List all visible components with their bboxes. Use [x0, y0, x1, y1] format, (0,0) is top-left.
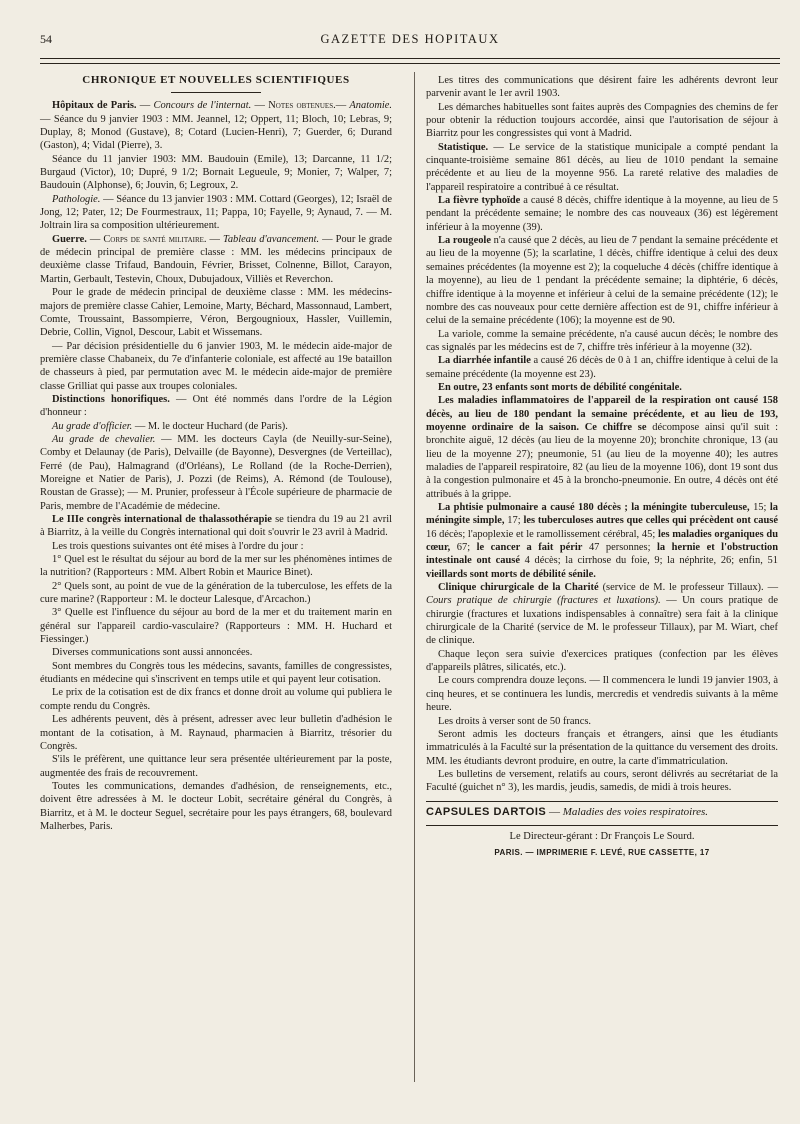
paragraph-admis: Seront admis les docteurs français et étrangers, ainsi que les étudiants immatriculés à la Faculté sur la présentation de la quittance du versement des droits. MM. les étudiants devront produire, en outre, la carte d'immatriculation. [426, 728, 778, 767]
paragraph-chevalier: Au grade de chevalier. — MM. les docteurs Cayla (de Neuilly-sur-Seine), Comby et Delaunay (de Paris), Delvaille (de Bayonne), Desvergnes (de Verteillac), Ferré (de Pau), Halmagrand (d'Orléans), Le Rolland (de la Roche-Derrien), Moreigne et Natier de Paris), J. Pozzi (de Reims), A. Rémond (de Toulouse), Roustan de Grasse); — M. Prunier, professeur à l'École supérieure de pharmacie de Paris, membre de l'Académie de médecine. [40, 433, 392, 512]
paragraph-respiration: Les maladies inflammatoires de l'appareil de la respiration ont causé 158 décès, au lieu de 180 pendant la semaine précédente, et au lieu de 193, moyenne ordinaire de la saison. Ce chiffre se décompose ainsi qu'il suit : bronchite aiguë, 12 décès (au lieu de la moyenne 20); bronchite chronique, 13 (au lieu de la moyenne 27); pneumonie, 51 (au lieu de la moyenne 40); les autres maladies de l'appareil respiratoire, 82 (au lieu de la moyenne 106), dont 19 sont dus à la congestion pulmonaire et 45 à la broncho-pneumonie. En outre, 4 décès ont été attribués à la grippe. [426, 395, 778, 500]
paragraph-question-3: 3° Quelle est l'influence du séjour au bord de la mer et du traitement marin en général sur l'appareil cardio-vasculaire? (Rapporteurs : MM. H. Huchard et Fiessinger.) [40, 607, 392, 646]
paragraph-question-2: 2° Quels sont, au point de vue de la génération de la tuberculose, les effets de la cure marine? (Rapporteur : M. le docteur Lalesque, d'Arcachon.) [40, 580, 392, 606]
journal-title: GAZETTE DES HOPITAUX [320, 32, 500, 46]
advert-bottom-rule [426, 825, 778, 826]
paragraph-question-1: 1° Quel est le résultat du séjour au bord de la mer sur les phénomènes intimes de la nutrition? (Rapporteurs : MM. Albert Robin et Maurice Binet). [40, 554, 392, 579]
paragraph-questions: Les trois questions suivantes ont été mises à l'ordre du jour : [52, 540, 304, 552]
paragraph-pathologie: Pathologie. — Séance du 13 janvier 1903 : MM. Cottard (Georges), 12; Israël de Jong, 12; Pater, 12; De Fourmestraux, 11; Pappa, 10; Fayelle, 9; Aynaud, 7. — M. Joltrain lira sa composition ultérieurement. [40, 193, 392, 232]
paragraph-typhoide: La fièvre typhoïde a causé 8 décès, chiffre identique à la moyenne, au lieu de 5 pendant la précédente semaine; le nombre des cas nouveaux (36) est légèrement inférieur à la moyenne (39). [426, 195, 778, 233]
printer-line: PARIS. — IMPRIMERIE F. LEVÉ, RUE CASSETTE, 17 [494, 848, 710, 858]
section-heading: CHRONIQUE ET NOUVELLES SCIENTIFIQUES [82, 74, 350, 86]
paragraph-clinique: Clinique chirurgicale de la Charité (service de M. le professeur Tillaux). — Cours pratique de chirurgie (fractures et luxations). — Un cours pratique de chirurgie (fractures et luxations indispensables à connaître) sera fait à la clinique chirurgicale de la Charité (service de M. le professeur Tillaux), par M. Wiart, chef de clinique. [426, 582, 779, 647]
paragraph-hopitaux: Hôpitaux de Paris. — Concours de l'internat. — Notes obtenues.— Anatomie. — Séance du 9 janvier 1903 : MM. Jeannel, 12; Oppert, 11; Bloch, 10; Lebras, 9; Duplay, 8; Monod (Gustave), 8; Cotard (Lucien-Henri), 7; Guerder, 6; Durand (Gaston), 4; Vidal (Pierre), 3. [40, 100, 393, 152]
paragraph-debilite: En outre, 23 enfants sont morts de débilité congénitale. [438, 381, 682, 393]
paragraph-exercices: Chaque leçon sera suivie d'exercices pratiques (confection par les élèves d'appareils plâtres, silicatés, etc.). [426, 648, 778, 674]
paragraph-seance-11: Séance du 11 janvier 1903: MM. Baudouin (Emile), 13; Darcanne, 11 1/2; Burgaud (Victor), 10; Dupré, 9 1/2; Bornait Legueule, 9; Monier, 7; Walper, 7; Baudouin (Alphonse), 6; Jouvin, 6; Legroux, 2. [40, 153, 392, 192]
paragraph-lecons: Le cours comprendra douze leçons. — Il commencera le lundi 19 janvier 1903, à cinq heures, et se continuera les lundis, mercredis et vendredis suivants à la même heure. [426, 675, 778, 714]
page-header [40, 30, 780, 52]
paragraph-bulletins: Les bulletins de versement, relatifs au cours, seront délivrés au secrétariat de la Faculté (guichet n° 3), les mardis, jeudis, samedis, de midi à trois heures. [426, 768, 778, 794]
paragraph-congres: Le IIIe congrès international de thalassothérapie se tiendra du 19 au 21 avril à Biarritz, à la veille du Congrès international qui doit s'ouvrir le 23 avril à Madrid. [40, 514, 392, 539]
column-divider [414, 72, 415, 1082]
paragraph-phtisie: La phtisie pulmonaire a causé 180 décès ; la méningite tuberculeuse, 15; la méningite simple, 17; les tuberculoses autres que celles qui précèdent ont causé 16 décès; l'apoplexie et le ramollissement cérébral, 45; les maladies organiques du cœur, 67; le cancer a fait périr 47 personnes; la hernie et l'obstruction intestinale ont causé 4 décès; la cirrhose du foie, 9; la néphrite, 26; enfin, 51 vieillards sont morts de débilité sénile. [426, 502, 779, 580]
paragraph-quittance: S'ils le préfèrent, une quittance leur sera présentée ultérieurement par la poste, augmentée des frais de recouvrement. [40, 754, 392, 779]
paragraph-distinctions: Distinctions honorifiques. — Ont été nommés dans l'ordre de la Légion d'honneur : [40, 393, 392, 419]
paragraph-droits: Les droits à verser sont de 50 francs. [438, 715, 592, 727]
paragraph-membres: Sont membres du Congrès tous les médecins, savants, familles de congressistes, étudiants en médecine qui s'inscrivent en temps utile et qui payent leur cotisation. [40, 660, 392, 686]
paragraph-officier: Au grade d'officier. — M. le docteur Huchard (de Paris). [52, 420, 288, 432]
paragraph-communications: Diverses communications sont aussi annoncées. [52, 647, 253, 659]
paragraph-decision: — Par décision présidentielle du 6 janvier 1903, M. le médecin aide-major de première classe Chabaneix, du 7e d'infanterie coloniale, est affecté au 19e bataillon de chasseurs à pied, par permutation avec M. le médecin aide-major de première classe Grilliat qui passe aux troupes coloniales. [40, 340, 392, 392]
director-line: Le Directeur-gérant : Dr François Le Sourd. [509, 830, 695, 842]
page-number: 54 [40, 32, 52, 46]
header-double-rule [40, 58, 780, 64]
paragraph-variole: La variole, comme la semaine précédente, n'a causé aucun décès; le nombre des cas signalés par les médecins est de 7, chiffre très inférieur à la moyenne (32). [426, 328, 778, 353]
heading-rule [171, 92, 261, 93]
paragraph-deuxieme-classe: Pour le grade de médecin principal de deuxième classe : MM. les médecins-majors de première classe Cahier, Lemoine, Marty, Béchard, Massonnaud, Lambert, Comte, Troussaint, Bassompierre, Véron, Bergougnioux, Hassler, Vuillemin, Debrie, Collin, Vignol, Descour, Labit et Wissemans. [40, 287, 392, 339]
capsules-advert: CAPSULES DARTOIS — Maladies des voies respiratoires. [426, 805, 708, 818]
right-column [426, 74, 778, 860]
paragraph-guerre: Guerre. — Corps de santé militaire. — Tableau d'avancement. — Pour le grade de médecin principal de première classe : MM. les médecins principaux de deuxième classe Trifaud, Bandouin, Février, Brisset, Colnenne, Billot, Carayon, Martin, Gerbault, Testevin, Choux, Dubujadoux, Villiès et Reverchon. [40, 233, 393, 285]
paragraph-statistique: Statistique. — Le service de la statistique municipale a compté pendant la cinquante-troisième semaine 861 décès, au lieu de 1010 pendant la semaine précédente et au lieu de la moyenne 956. La rareté relative des maladies de l'appareil respiratoire a contribué à ce résultat. [426, 141, 778, 193]
paragraph-cotisation: Le prix de la cotisation est de dix francs et donne droit au volume qui publiera le compte rendu du Congrès. [40, 687, 392, 712]
paragraph-adherents: Les adhérents peuvent, dès à présent, adresser avec leur bulletin d'adhésion le montant de la cotisation, à M. Raynaud, pharmacien à Biarritz, trésorier du Congrès. [40, 714, 392, 752]
left-column [40, 74, 392, 833]
paragraph-rougeole: La rougeole n'a causé que 2 décès, au lieu de 7 pendant la semaine précédente et au lieu de la moyenne (5); la scarlatine, 1 décès, chiffre identique à celui des deux semaines précédentes (la moyenne est 2); la coqueluche 4 décès (chiffre identique à la moyenne), au lieu de 1 pendant la précédente semaine; la diphtérie, 6 décès, chiffre identique à la moyenne et inférieur à celui de la semaine précédente (12); le nombre des cas nouveaux pour cette dernière affection est de 91, chiffre inférieur à celui de la semaine précédente (106); la moyenne est de 90. [426, 235, 778, 327]
advert-top-rule [426, 801, 778, 802]
paragraph-demarches: Les démarches habituelles sont faites auprès des Compagnies des chemins de fer pour obtenir la réduction toujours accordée, ainsi que l'autorisation de séjour à Biarritz pour les congressistes qui vont à Madrid. [426, 101, 778, 140]
paragraph-titres: Les titres des communications que désirent faire les adhérents devront leur parvenir avant le 1er avril 1903. [426, 75, 778, 100]
paragraph-diarrhee: La diarrhée infantile a causé 26 décès de 0 à 1 an, chiffre identique à celui de la semaine précédente (la moyenne est 23). [426, 355, 778, 380]
paragraph-adresses: Toutes les communications, demandes d'adhésion, de renseignements, etc., doivent être adressées à M. le docteur Lobit, secrétaire général du Congrès, à Biarritz, et à M. le docteur Seguel, secrétaire pour les pays étrangers, 68, boulevard Malherbes, Paris. [40, 780, 392, 832]
